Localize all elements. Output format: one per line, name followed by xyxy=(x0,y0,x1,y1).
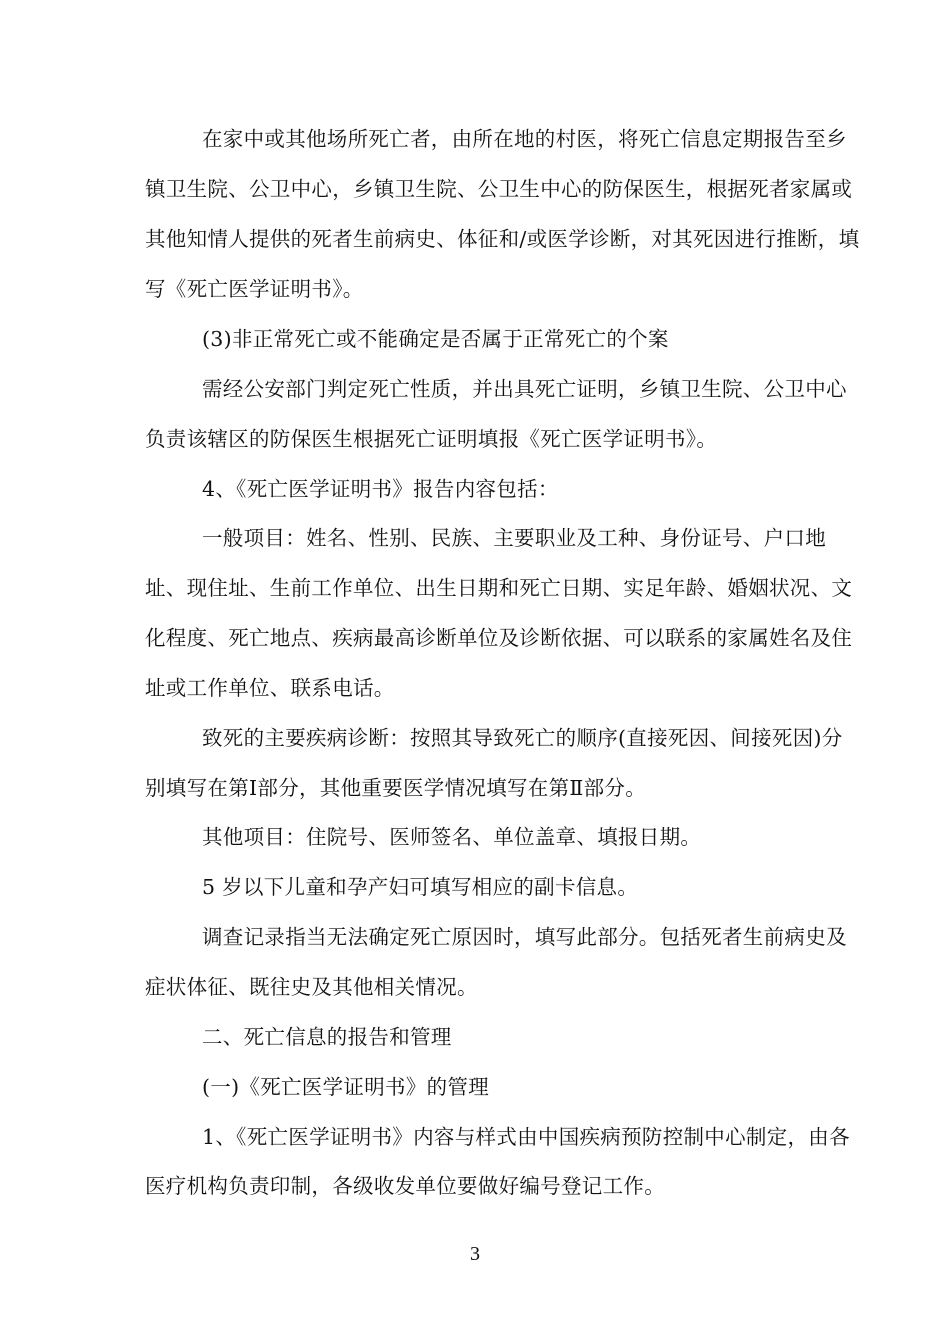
section-item-3: (3)非正常死亡或不能确定是否属于正常死亡的个案 xyxy=(202,327,669,351)
paragraph-line: 址、现住址、生前工作单位、出生日期和死亡日期、实足年龄、婚姻状况、文 xyxy=(145,576,853,600)
paragraph-line: 负责该辖区的防保医生根据死亡证明填报《死亡医学证明书》。 xyxy=(145,427,718,451)
paragraph-line: 一般项目：姓名、性别、民族、主要职业及工种、身份证号、户口地 xyxy=(202,526,826,550)
paragraph-line: 其他项目：住院号、医师签名、单位盖章、填报日期。 xyxy=(202,825,702,849)
section-item-4: 4、《死亡医学证明书》报告内容包括： xyxy=(202,477,559,501)
paragraph-line: 1、《死亡医学证明书》内容与样式由中国疾病预防控制中心制定，由各 xyxy=(202,1125,850,1149)
paragraph-line: 化程度、死亡地点、疾病最高诊断单位及诊断依据、可以联系的家属姓名及住 xyxy=(145,626,853,650)
paragraph-line: 写《死亡医学证明书》。 xyxy=(145,277,364,301)
paragraph-line: 镇卫生院、公卫中心，乡镇卫生院、公卫生中心的防保医生，根据死者家属或 xyxy=(145,177,853,201)
paragraph-line: 医疗机构负责印制，各级收发单位要做好编号登记工作。 xyxy=(145,1174,665,1198)
paragraph-line: 在家中或其他场所死亡者，由所在地的村医，将死亡信息定期报告至乡 xyxy=(202,127,847,151)
paragraph-line: 致死的主要疾病诊断：按照其导致死亡的顺序(直接死因、间接死因)分 xyxy=(202,726,843,750)
paragraph-line: 调查记录指当无法确定死亡原因时，填写此部分。包括死者生前病史及 xyxy=(202,925,847,949)
paragraph-line: 5 岁以下儿童和孕产妇可填写相应的副卡信息。 xyxy=(202,875,639,899)
paragraph-line: 症状体征、既往史及其他相关情况。 xyxy=(145,975,478,999)
paragraph-line: 其他知情人提供的死者生前病史、体征和/或医学诊断，对其死因进行推断，填 xyxy=(145,227,860,251)
paragraph-line: 需经公安部门判定死亡性质，并出具死亡证明，乡镇卫生院、公卫中心 xyxy=(202,377,847,401)
subsection-heading: (一)《死亡医学证明书》的管理 xyxy=(202,1075,489,1099)
page-number: 3 xyxy=(470,1243,480,1265)
section-heading: 二、死亡信息的报告和管理 xyxy=(202,1025,452,1049)
paragraph-line: 址或工作单位、联系电话。 xyxy=(145,676,395,700)
paragraph-line: 别填写在第Ⅰ部分，其他重要医学情况填写在第Ⅱ部分。 xyxy=(145,776,647,800)
